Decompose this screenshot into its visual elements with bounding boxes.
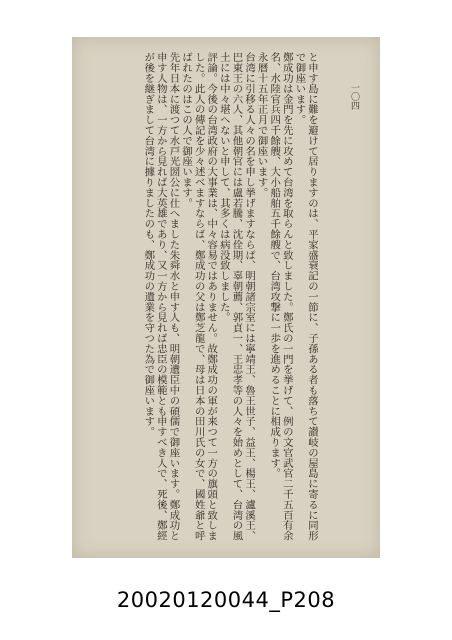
text-paragraph-3: 永曆十五年正月で御座います。 xyxy=(255,52,268,198)
vertical-text-block xyxy=(92,52,318,542)
text-paragraph-1: と申す島に難を避けて居りますのは、平家盛衰記の一節に、子孫ある者も落ちて讃岐の屋島に寄るに同形で御座います。 xyxy=(293,52,318,541)
text-paragraph-6: 先年日本に渡つて水戸光圀公に仕へました朱舜水と申す人も、明朝遺臣中の碩儒で御座います。鄭成功と申す人物は、一方から見れば大英雄であり、又一方から見れば忠臣の模範とも申すべき人で、死後、鄭經が後を継ぎまして台湾に據りましたのも、鄭成功の遺業を守つた為で御座います。 xyxy=(142,52,180,541)
book-page xyxy=(72,37,380,558)
text-paragraph-5: 評論。今後の台湾政府の大事業は、中々容易ではありません。故鄭成功の軍が来つて一方の旗頭と致しました。此人の傳記を少々述べますならば、鄭成功の父は鄭芝龍で、母は日本の田川氏の女で、國姓爺と呼ばれたのはこの人で御座います。 xyxy=(180,52,218,541)
text-paragraph-2: 鄭成功は金門を先に攻めて台湾を取らんと致しました。鄭氏の一門を挙げて、例の文官武官二千五百有余名、水陸官兵四千餘艘、大小船舶五千餘艘で、台湾攻撃に一歩を進めることに相成ります。 xyxy=(268,52,293,541)
page-number: 一〇四 xyxy=(349,83,359,110)
text-paragraph-4: 台湾に引移る人々の名を申し挙げますならば、明朝諸宗室には寧靖王、魯王世子、益王、楊王、瀘溪王、巴東王の六人、其他朝官には盧若騰、沈佺期、辜朝薦、郭貞一、王忠孝等の人々を始めとして、台湾の風土には中々堪へないと申して、其多くは病没致しました。 xyxy=(217,52,256,541)
image-caption: 20020120044_P208 xyxy=(116,588,336,612)
